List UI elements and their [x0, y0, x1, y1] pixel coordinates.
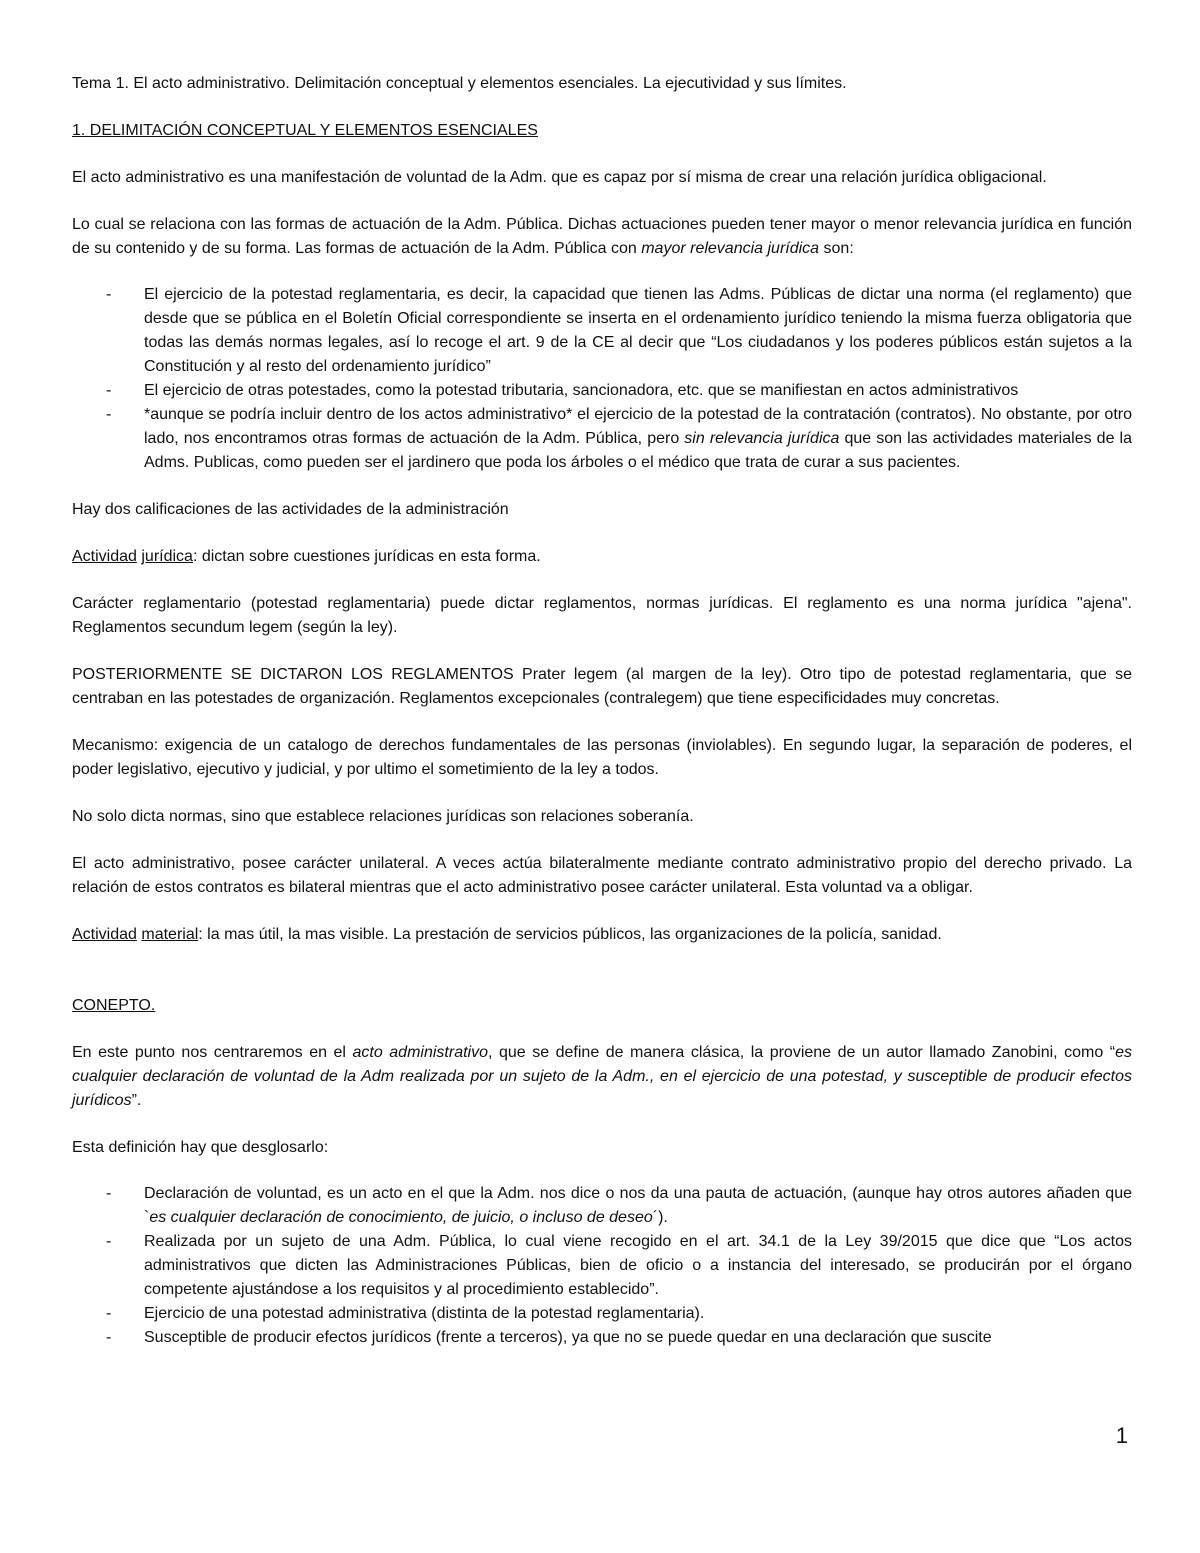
paragraph-caracter-reglamentario: Carácter reglamentario (potestad reglamentaria) puede dictar reglamentos, normas jurídicas. El reglamento es una norma jurídica "ajena". Reglamentos secundum legem (según la ley).	[72, 595, 1132, 636]
term-colon: :	[192, 548, 198, 565]
list-item: - El ejercicio de otras potestades, como la potestad tributaria, sancionadora, etc. que se manifiestan en actos administrativos	[72, 379, 1132, 403]
paragraph-concepto	[72, 1041, 1132, 1113]
paragraph-actividad-material	[72, 923, 1132, 947]
paragraph-formas-tail: son:	[819, 240, 854, 257]
list-item-text: *aunque se podría incluir dentro de los actos administrativo* el ejercicio de la potestad de la contratación (contratos). No obstante, por otro lado, nos encontramos otras formas de actuación de la Adm. Pública, pero	[144, 406, 1132, 447]
document-body	[72, 72, 1132, 1350]
list-item-emphasis: es cualquier declaración de conocimiento, de juicio, o incluso de deseo	[149, 1209, 653, 1226]
paragraph-actividad-juridica	[72, 545, 1132, 569]
list-item	[72, 1182, 1132, 1230]
paragraph-text: ”.	[131, 1092, 142, 1109]
term-material: material	[141, 926, 199, 943]
term-actividad: Actividad	[72, 926, 137, 943]
term-actividad: Actividad	[72, 548, 137, 565]
definition-quote: es cualquier declaración de voluntad de la Adm realizada por un sujeto de la Adm., en el ejercicio de una potestad, y susceptible de producir efectos jurídicos	[72, 1044, 1133, 1109]
list-item	[72, 403, 1132, 475]
term-colon: :	[198, 926, 203, 943]
paragraph-emphasis: acto administrativo	[352, 1044, 488, 1061]
document-title: Tema 1. El acto administrativo. Delimitación conceptual y elementos esenciales. La ejecutividad y sus límites.	[72, 75, 847, 92]
paragraph-no-solo: No solo dicta normas, sino que establece relaciones jurídicas son relaciones soberanía.	[72, 808, 694, 825]
paragraph-desglosarlo: Esta definición hay que desglosarlo:	[72, 1139, 329, 1156]
paragraph-calificaciones: Hay dos calificaciones de las actividades de la administración	[72, 501, 509, 518]
paragraph-formas-emphasis: mayor relevancia jurídica	[641, 240, 820, 257]
list-item: - El ejercicio de la potestad reglamentaria, es decir, la capacidad que tienen las Adms. Públicas de dictar una norma (el reglamento) que desde que se pública en el Boletín Oficial correspondiente se inserta en el ordenamiento jurídico teniendo la misma fuerza obligatoria que todas las demás normas legales, así lo recoge el art. 9 de la CE al decir que “Los ciudadanos y los poderes públicos están sujetos a la Constitución y al resto del ordenamiento jurídico”	[72, 283, 1132, 379]
list-item-emphasis: sin relevancia jurídica	[684, 430, 840, 447]
paragraph-formas-actuacion	[72, 213, 1132, 261]
paragraph-posteriormente: POSTERIORMENTE SE DICTARON LOS REGLAMENTOS Prater legem (al margen de la ley). Otro tipo de potestad reglamentaria, que se centraban en las potestades de organización. Reglamentos excepcionales (contralegem) que tiene especificidades muy concretas.	[72, 666, 1132, 707]
section-heading-delimitacion: 1. DELIMITACIÓN CONCEPTUAL Y ELEMENTOS ESENCIALES	[72, 122, 538, 139]
list-item-text: Declaración de voluntad, es un acto en el que la Adm. nos dice o nos da una pauta de actuación, (aunque hay otros autores añaden que `	[144, 1185, 1132, 1226]
term-juridica: jurídica	[141, 548, 193, 565]
paragraph-unilateral: El acto administrativo, posee carácter unilateral. A veces actúa bilateralmente mediante contrato administrativo propio del derecho privado. La relación de estos contratos es bilateral mientras que el acto administrativo posee carácter unilateral. Esta voluntad va a obligar.	[72, 855, 1132, 896]
paragraph-text: En este punto nos centraremos en el	[72, 1044, 353, 1061]
term-definition: dictan sobre cuestiones jurídicas en esta forma.	[197, 548, 541, 565]
paragraph-formas-text: Lo cual se relaciona con las formas de actuación de la Adm. Pública. Dichas actuaciones pueden tener mayor o menor relevancia jurídica en función de su contenido y de su forma. Las formas de actuación de la Adm. Pública con	[72, 216, 1132, 257]
list-item: - Ejercicio de una potestad administrativa (distinta de la potestad reglamentaria).	[72, 1302, 1132, 1326]
definicion-desglose-list	[72, 1182, 1132, 1350]
list-item-text: que son las actividades materiales de la Adms. Publicas, como pueden ser el jardinero que poda los árboles o el médico que trata de curar a sus pacientes.	[144, 430, 1132, 471]
paragraph-mecanismo: Mecanismo: exigencia de un catalogo de derechos fundamentales de las personas (inviolables). En segundo lugar, la separación de poderes, el poder legislativo, ejecutivo y judicial, y por ultimo el sometimiento de la ley a todos.	[72, 737, 1132, 778]
formas-actuacion-list	[72, 283, 1132, 475]
page-number: 1	[1115, 1423, 1128, 1448]
paragraph-text: , que se define de manera clásica, la proviene de un autor llamado Zanobini, como “	[488, 1044, 1116, 1061]
section-heading-concepto: CONEPTO.	[72, 997, 156, 1014]
list-item: - Susceptible de producir efectos jurídicos (frente a terceros), ya que no se puede quedar en una declaración que suscite	[72, 1326, 1132, 1350]
list-item-text: ´).	[652, 1209, 668, 1226]
term-definition: la mas útil, la mas visible. La prestación de servicios públicos, las organizaciones de la policía, sanidad.	[202, 926, 942, 943]
paragraph-intro: El acto administrativo es una manifestación de voluntad de la Adm. que es capaz por sí misma de crear una relación jurídica obligacional.	[72, 169, 1047, 186]
list-item: - Realizada por un sujeto de una Adm. Pública, lo cual viene recogido en el art. 34.1 de la Ley 39/2015 que dice que “Los actos administrativos que dicten las Administraciones Públicas, bien de oficio o a instancia del interesado, se producirán por el órgano competente ajustándose a los requisitos y al procedimiento establecido”.	[72, 1230, 1132, 1302]
